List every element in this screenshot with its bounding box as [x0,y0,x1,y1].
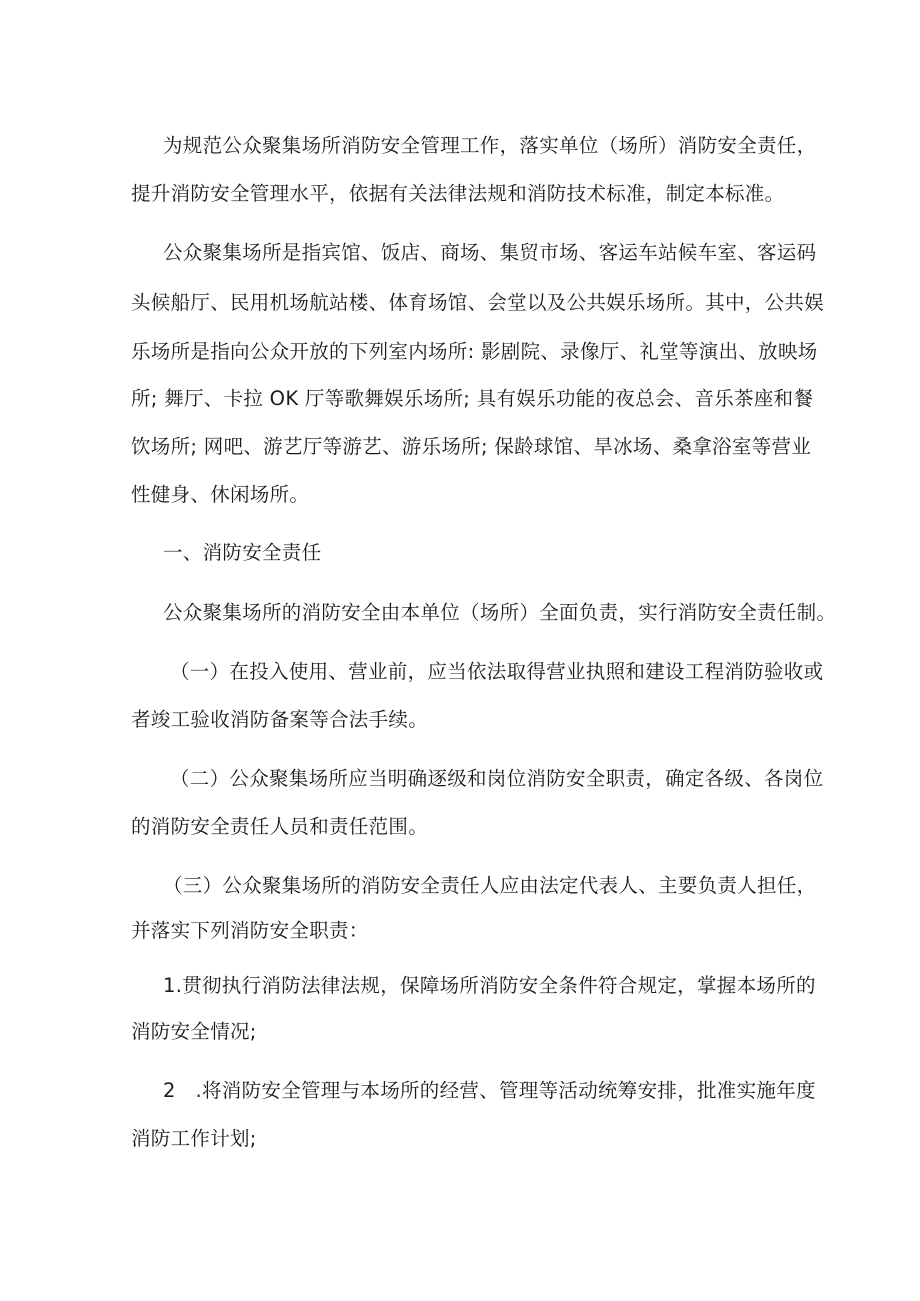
text-line: 者竣工验收消防备案等合法手续。 [131,708,429,731]
text-line: 消防工作计划; [131,1127,257,1150]
text-line: （二）公众聚集场所应当明确逐级和岗位消防安全职责，确定各级、各岗位 [170,767,824,790]
text-line: 消防安全情况; [131,1020,257,1043]
text-line: 饮场所; 网吧、游艺厅等游艺、游乐场所; 保龄球馆、旱冰场、桑拿浴室等营业 [131,435,812,458]
text-line: 所; 舞厅、卡拉 OK 厅等歌舞娱乐场所; 具有娱乐功能的夜总会、音乐茶座和餐 [131,387,814,410]
text-line: （一）在投入使用、营业前，应当依法取得营业执照和建设工程消防验收或 [170,660,824,683]
text-line: 公众聚集场所是指宾馆、饭店、商场、集贸市场、客运车站候车室、客运码 [163,241,817,264]
text-line: （三）公众聚集场所的消防安全责任人应由法定代表人、主要负责人担任， [163,874,817,897]
text-line: 1.贯彻执行消防法律法规，保障场所消防安全条件符合规定，掌握本场所的 [163,974,816,997]
text-line: 性健身、休闲场所。 [131,483,310,506]
text-line: 为规范公众聚集场所消防安全管理工作，落实单位（场所）消防安全责任， [163,134,817,157]
text-line: 公众聚集场所的消防安全由本单位（场所）全面负责，实行消防安全责任制。 [163,601,837,624]
text-line: 的消防安全责任人员和责任范围。 [131,815,429,838]
text-line: 一、消防安全责任 [163,541,322,564]
text-line: 乐场所是指向公众开放的下列室内场所: 影剧院、录像厅、礼堂等演出、放映场 [131,340,818,363]
text-line: 头候船厅、民用机场航站楼、体育场馆、会堂以及公共娱乐场所。其中，公共娱 [131,291,825,314]
text-line: 提升消防安全管理水平，依据有关法律法规和消防技术标准，制定本标准。 [131,182,785,205]
text-line: 并落实下列消防安全职责： [131,919,369,942]
text-line: 2 .将消防安全管理与本场所的经营、管理等活动统筹安排，批准实施年度 [163,1079,816,1102]
